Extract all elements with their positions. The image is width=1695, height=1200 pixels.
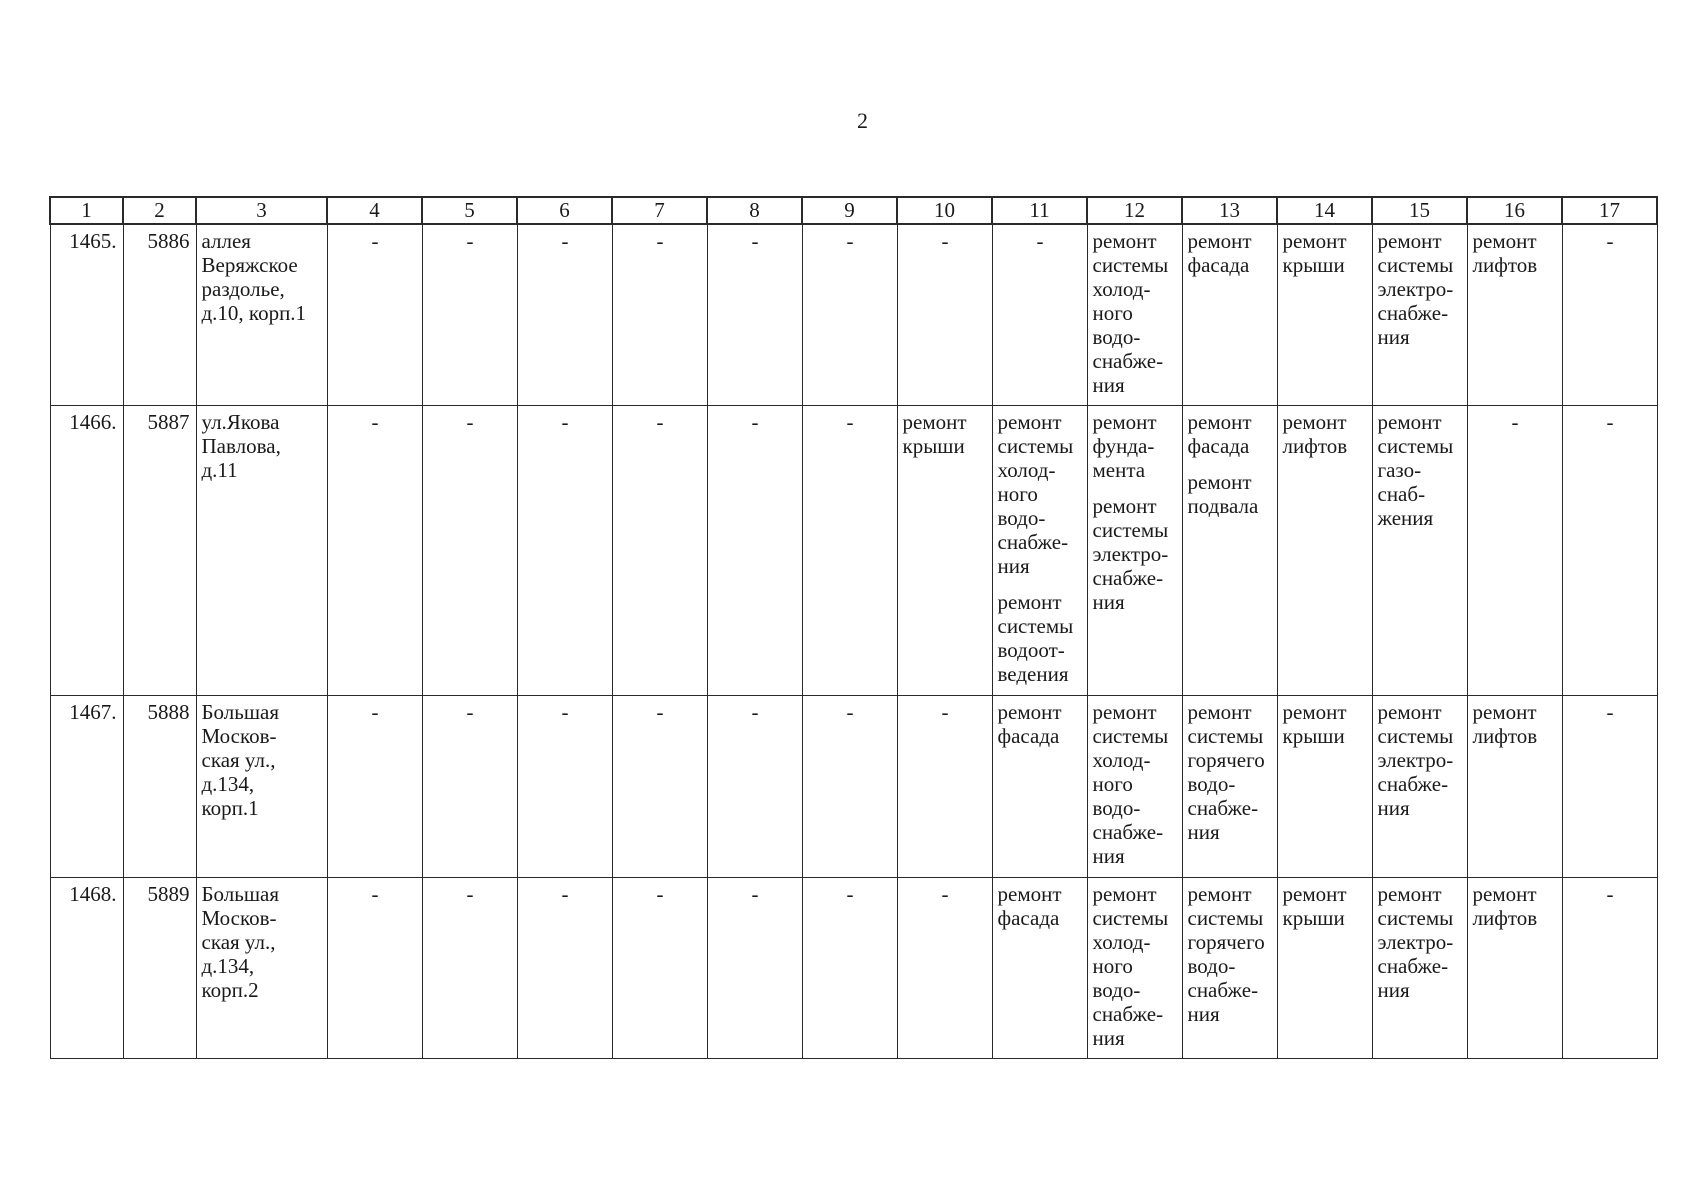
work-cell bbox=[992, 406, 1087, 696]
cell-text: аллея Веряжское раздолье, д.10, корп.1 bbox=[201, 229, 307, 325]
work-item: ремонт фунда- мента bbox=[1092, 410, 1157, 482]
work-cell bbox=[992, 224, 1087, 406]
work-item: ремонт лифтов bbox=[1282, 410, 1348, 458]
work-cell bbox=[517, 224, 612, 406]
object-id-cell bbox=[123, 878, 196, 1059]
work-cell bbox=[612, 878, 707, 1059]
work-cell bbox=[1562, 878, 1657, 1059]
work-item: ремонт системы электро- снабже- ния bbox=[1092, 494, 1169, 614]
work-cell bbox=[802, 406, 897, 696]
empty-dash: - bbox=[561, 229, 569, 253]
cell-text: 5886 bbox=[147, 229, 190, 253]
empty-dash: - bbox=[751, 700, 759, 724]
cell-text: 5887 bbox=[147, 410, 190, 434]
work-cell bbox=[327, 224, 422, 406]
table-row bbox=[50, 696, 1657, 878]
work-item: ремонт системы газо- снаб- жения bbox=[1377, 410, 1454, 530]
work-item: ремонт крыши bbox=[1282, 229, 1347, 277]
work-cell bbox=[612, 696, 707, 878]
work-item: ремонт фасада bbox=[1187, 410, 1252, 458]
work-item: ремонт системы холод- ного водо- снабже- ния bbox=[1092, 229, 1169, 397]
work-item: ремонт подвала bbox=[1187, 470, 1259, 518]
work-item: ремонт системы электро- снабже- ния bbox=[1377, 229, 1454, 349]
empty-dash: - bbox=[1036, 229, 1044, 253]
address-cell bbox=[196, 696, 327, 878]
page-number: 2 bbox=[857, 108, 868, 133]
column-header: 16 bbox=[1467, 197, 1562, 224]
column-header: 13 bbox=[1182, 197, 1277, 224]
row-index-cell bbox=[50, 224, 123, 406]
work-item: ремонт крыши bbox=[1282, 700, 1347, 748]
cell-text: Большая Москов- ская ул., д.134, корп.1 bbox=[201, 700, 279, 820]
work-item: ремонт фасада bbox=[997, 700, 1062, 748]
empty-dash: - bbox=[941, 700, 949, 724]
work-cell bbox=[1087, 696, 1182, 878]
cell-text: 1467. bbox=[69, 700, 117, 724]
cell-text: 5889 bbox=[147, 882, 190, 906]
work-cell bbox=[1467, 696, 1562, 878]
work-cell bbox=[517, 406, 612, 696]
work-cell bbox=[1087, 406, 1182, 696]
empty-dash: - bbox=[371, 700, 379, 724]
work-cell bbox=[1182, 696, 1277, 878]
empty-dash: - bbox=[1511, 410, 1519, 434]
cell-text: 1466. bbox=[69, 410, 117, 434]
cell-text: ул.Якова Павлова, д.11 bbox=[201, 410, 281, 482]
empty-dash: - bbox=[846, 882, 854, 906]
work-cell bbox=[1562, 696, 1657, 878]
work-cell bbox=[1182, 878, 1277, 1059]
column-header: 9 bbox=[802, 197, 897, 224]
work-item: ремонт фасада bbox=[997, 882, 1062, 930]
work-item: ремонт крыши bbox=[1282, 882, 1347, 930]
empty-dash: - bbox=[466, 882, 474, 906]
work-item: ремонт системы холод- ного водо- снабже- ния bbox=[1092, 882, 1169, 1050]
column-number-row bbox=[50, 197, 1657, 224]
empty-dash: - bbox=[371, 229, 379, 253]
object-id-cell bbox=[123, 406, 196, 696]
work-cell bbox=[802, 224, 897, 406]
work-cell bbox=[1182, 224, 1277, 406]
work-cell bbox=[1277, 406, 1372, 696]
cell-text: 1465. bbox=[69, 229, 117, 253]
row-index-cell bbox=[50, 406, 123, 696]
work-cell bbox=[1467, 406, 1562, 696]
empty-dash: - bbox=[941, 229, 949, 253]
work-cell bbox=[1372, 696, 1467, 878]
empty-dash: - bbox=[846, 700, 854, 724]
work-cell bbox=[1467, 224, 1562, 406]
table-row bbox=[50, 878, 1657, 1059]
work-cell bbox=[897, 224, 992, 406]
work-item: ремонт крыши bbox=[902, 410, 967, 458]
work-item: ремонт системы горячего водо- снабже- ния bbox=[1187, 700, 1265, 844]
work-cell bbox=[1277, 878, 1372, 1059]
work-cell bbox=[707, 406, 802, 696]
work-cell bbox=[422, 406, 517, 696]
work-cell bbox=[1087, 224, 1182, 406]
column-header: 4 bbox=[327, 197, 422, 224]
work-item: ремонт системы холод- ного водо- снабже- ния bbox=[997, 410, 1074, 578]
empty-dash: - bbox=[1606, 410, 1614, 434]
empty-dash: - bbox=[751, 882, 759, 906]
column-header: 8 bbox=[707, 197, 802, 224]
work-cell bbox=[1562, 224, 1657, 406]
empty-dash: - bbox=[656, 229, 664, 253]
empty-dash: - bbox=[466, 700, 474, 724]
work-cell bbox=[1562, 406, 1657, 696]
work-item: ремонт лифтов bbox=[1472, 229, 1538, 277]
address-cell bbox=[196, 406, 327, 696]
cell-text: Большая Москов- ская ул., д.134, корп.2 bbox=[201, 882, 279, 1002]
work-cell bbox=[1372, 878, 1467, 1059]
work-cell bbox=[422, 696, 517, 878]
column-header: 3 bbox=[196, 197, 327, 224]
work-cell bbox=[802, 696, 897, 878]
work-cell bbox=[1372, 406, 1467, 696]
empty-dash: - bbox=[561, 882, 569, 906]
work-cell bbox=[422, 224, 517, 406]
repair-schedule-table bbox=[49, 196, 1658, 1059]
work-cell bbox=[992, 696, 1087, 878]
work-item: ремонт лифтов bbox=[1472, 700, 1538, 748]
column-header: 10 bbox=[897, 197, 992, 224]
work-cell bbox=[327, 406, 422, 696]
empty-dash: - bbox=[466, 229, 474, 253]
column-header: 1 bbox=[50, 197, 123, 224]
work-cell bbox=[707, 696, 802, 878]
work-cell bbox=[992, 878, 1087, 1059]
empty-dash: - bbox=[1606, 229, 1614, 253]
column-header: 2 bbox=[123, 197, 196, 224]
empty-dash: - bbox=[466, 410, 474, 434]
work-cell bbox=[897, 406, 992, 696]
work-cell bbox=[517, 696, 612, 878]
row-index-cell bbox=[50, 696, 123, 878]
work-cell bbox=[1277, 224, 1372, 406]
work-cell bbox=[1372, 224, 1467, 406]
cell-text: 5888 bbox=[147, 700, 190, 724]
column-header: 15 bbox=[1372, 197, 1467, 224]
work-item: ремонт системы холод- ного водо- снабже- ния bbox=[1092, 700, 1169, 868]
work-cell bbox=[327, 696, 422, 878]
empty-dash: - bbox=[751, 229, 759, 253]
cell-text: 1468. bbox=[69, 882, 117, 906]
empty-dash: - bbox=[656, 410, 664, 434]
work-item: ремонт системы водоот- ведения bbox=[997, 590, 1074, 686]
column-header: 14 bbox=[1277, 197, 1372, 224]
work-item: ремонт лифтов bbox=[1472, 882, 1538, 930]
column-header: 5 bbox=[422, 197, 517, 224]
work-item: ремонт системы электро- снабже- ния bbox=[1377, 882, 1454, 1002]
work-cell bbox=[897, 696, 992, 878]
object-id-cell bbox=[123, 696, 196, 878]
empty-dash: - bbox=[371, 882, 379, 906]
work-cell bbox=[707, 224, 802, 406]
address-cell bbox=[196, 224, 327, 406]
work-item: ремонт системы горячего водо- снабже- ния bbox=[1187, 882, 1265, 1026]
table-row bbox=[50, 224, 1657, 406]
empty-dash: - bbox=[751, 410, 759, 434]
column-header: 12 bbox=[1087, 197, 1182, 224]
work-cell bbox=[1467, 878, 1562, 1059]
empty-dash: - bbox=[1606, 882, 1614, 906]
table-row bbox=[50, 406, 1657, 696]
empty-dash: - bbox=[846, 229, 854, 253]
work-cell bbox=[707, 878, 802, 1059]
work-cell bbox=[1277, 696, 1372, 878]
work-item: ремонт фасада bbox=[1187, 229, 1252, 277]
empty-dash: - bbox=[846, 410, 854, 434]
empty-dash: - bbox=[941, 882, 949, 906]
column-header: 17 bbox=[1562, 197, 1657, 224]
empty-dash: - bbox=[561, 410, 569, 434]
work-cell bbox=[1087, 878, 1182, 1059]
address-cell bbox=[196, 878, 327, 1059]
work-cell bbox=[327, 878, 422, 1059]
work-cell bbox=[422, 878, 517, 1059]
work-cell bbox=[517, 878, 612, 1059]
column-header: 7 bbox=[612, 197, 707, 224]
empty-dash: - bbox=[656, 700, 664, 724]
empty-dash: - bbox=[1606, 700, 1614, 724]
empty-dash: - bbox=[656, 882, 664, 906]
column-header: 11 bbox=[992, 197, 1087, 224]
work-cell bbox=[1182, 406, 1277, 696]
work-cell bbox=[802, 878, 897, 1059]
empty-dash: - bbox=[371, 410, 379, 434]
work-cell bbox=[897, 878, 992, 1059]
work-cell bbox=[612, 224, 707, 406]
column-header: 6 bbox=[517, 197, 612, 224]
work-cell bbox=[612, 406, 707, 696]
empty-dash: - bbox=[561, 700, 569, 724]
object-id-cell bbox=[123, 224, 196, 406]
work-item: ремонт системы электро- снабже- ния bbox=[1377, 700, 1454, 820]
row-index-cell bbox=[50, 878, 123, 1059]
